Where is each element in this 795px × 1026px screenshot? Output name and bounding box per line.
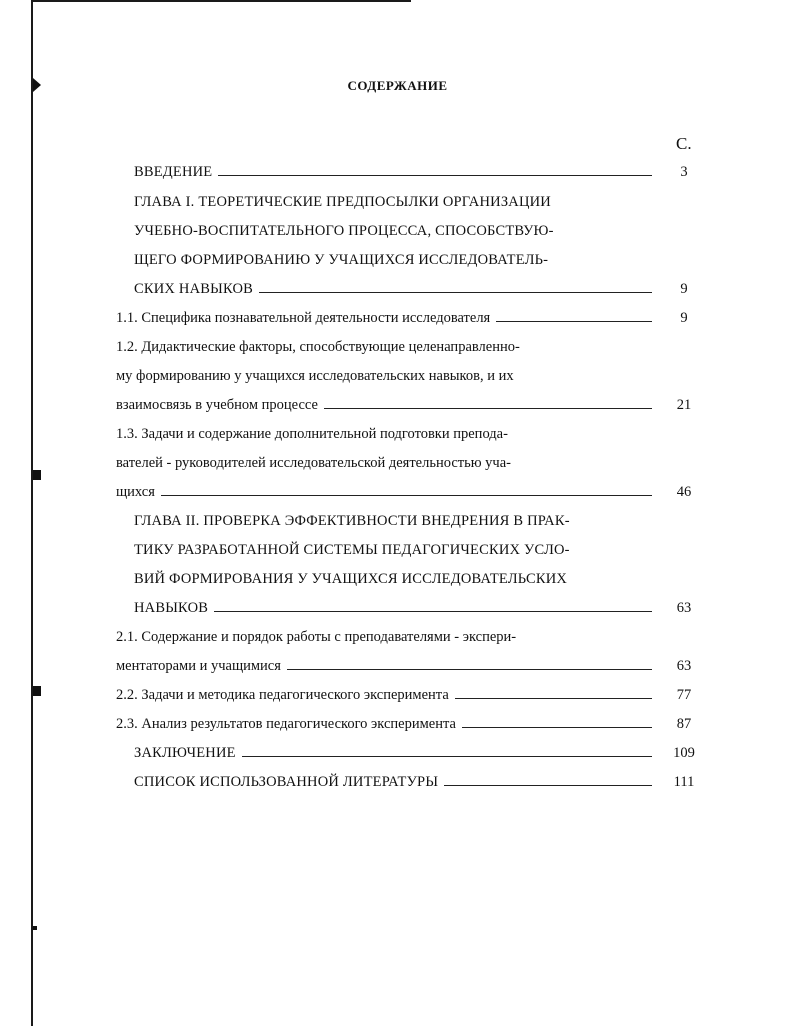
page-title: СОДЕРЖАНИЕ bbox=[347, 78, 448, 93]
leader-line bbox=[287, 669, 652, 670]
toc-entry-2-1[interactable] bbox=[116, 623, 658, 681]
toc-page-number: 111 bbox=[673, 774, 695, 790]
toc-entry-text: УЧЕБНО-ВОСПИТАТЕЛЬНОГО ПРОЦЕССА, СПОСОБСТВУЮ- bbox=[134, 223, 554, 239]
toc-entry-text: ГЛАВА II. ПРОВЕРКА ЭФФЕКТИВНОСТИ ВНЕДРЕНИЯ В ПРАК- bbox=[134, 513, 570, 529]
toc-entry-conclusion[interactable] bbox=[134, 739, 658, 768]
toc-entry-text: НАВЫКОВ bbox=[134, 600, 209, 616]
toc-entry-text: вателей - руководителей исследовательской деятельностью уча- bbox=[116, 455, 511, 471]
leader-line bbox=[214, 611, 652, 612]
toc-entry-text: ГЛАВА I. ТЕОРЕТИЧЕСКИЕ ПРЕДПОСЫЛКИ ОРГАНИЗАЦИИ bbox=[134, 194, 551, 210]
toc-entry-text: СКИХ НАВЫКОВ bbox=[134, 281, 254, 297]
scan-artifact bbox=[33, 926, 37, 930]
toc-entry-text: ВИЙ ФОРМИРОВАНИЯ У УЧАЩИХСЯ ИССЛЕДОВАТЕЛЬСКИХ bbox=[134, 571, 568, 587]
leader-line bbox=[496, 321, 652, 322]
scan-artifact bbox=[33, 470, 41, 480]
toc-page-number: 46 bbox=[676, 484, 692, 500]
leader-line bbox=[259, 292, 652, 293]
toc-entry-text: 2.2. Задачи и методика педагогического эксперимента bbox=[116, 687, 449, 703]
toc-entry-text: 2.1. Содержание и порядок работы с преподавателями - экспери- bbox=[116, 629, 517, 645]
toc-page-number: 9 bbox=[680, 310, 688, 326]
page-column-label: С. bbox=[676, 134, 692, 153]
toc-entry-1-1[interactable] bbox=[116, 304, 658, 333]
scan-edge-left bbox=[31, 0, 33, 1026]
toc-entry-introduction[interactable] bbox=[134, 158, 658, 187]
leader-line bbox=[218, 175, 652, 176]
leader-line bbox=[324, 408, 652, 409]
leader-line bbox=[161, 495, 652, 496]
toc-page-number: 21 bbox=[676, 397, 692, 413]
toc-entry-text: ВВЕДЕНИЕ bbox=[134, 164, 213, 180]
toc-entry-text: 1.3. Задачи и содержание дополнительной подготовки препода- bbox=[116, 426, 508, 442]
toc-entry-text: СПИСОК ИСПОЛЬЗОВАННОЙ ЛИТЕРАТУРЫ bbox=[134, 774, 439, 790]
toc-page-number: 109 bbox=[673, 745, 695, 761]
toc-page-number: 9 bbox=[680, 281, 688, 297]
leader-line bbox=[462, 727, 652, 728]
toc-entry-text: ТИКУ РАЗРАБОТАННОЙ СИСТЕМЫ ПЕДАГОГИЧЕСКИХ УСЛО- bbox=[134, 542, 570, 558]
toc-entry-text: ментаторами и учащимися bbox=[116, 658, 281, 674]
toc-page-number: 63 bbox=[676, 600, 692, 616]
leader-line bbox=[242, 756, 652, 757]
toc-entry-text: 1.2. Дидактические факторы, способствующие целенаправленно- bbox=[116, 339, 520, 355]
toc-entry-text: щихся bbox=[116, 484, 155, 500]
toc-entry-2-2[interactable] bbox=[116, 681, 658, 710]
toc-entry-text: 2.3. Анализ результатов педагогического эксперимента bbox=[116, 716, 456, 732]
toc-entry-text: му формированию у учащихся исследовательских навыков, и их bbox=[116, 368, 514, 384]
toc-entry-1-2[interactable] bbox=[116, 333, 658, 420]
toc-page-number: 87 bbox=[676, 716, 692, 732]
toc-entry-2-3[interactable] bbox=[116, 710, 658, 739]
toc-entry-text: взаимосвязь в учебном процессе bbox=[116, 397, 318, 413]
leader-line bbox=[455, 698, 652, 699]
leader-line bbox=[444, 785, 652, 786]
toc-entry-references[interactable] bbox=[134, 768, 658, 797]
toc-page-number: 3 bbox=[680, 164, 688, 180]
scan-artifact bbox=[33, 686, 41, 696]
toc-entry-chapter-1[interactable] bbox=[134, 188, 658, 304]
toc-entry-text: ЗАКЛЮЧЕНИЕ bbox=[134, 745, 236, 761]
toc-entry-chapter-2[interactable] bbox=[134, 507, 658, 623]
scan-edge-top bbox=[31, 0, 411, 2]
toc-entry-text: 1.1. Специфика познавательной деятельности исследователя bbox=[116, 310, 491, 326]
toc-entry-text: ЩЕГО ФОРМИРОВАНИЮ У УЧАЩИХСЯ ИССЛЕДОВАТЕЛЬ- bbox=[134, 252, 549, 268]
toc-entry-1-3[interactable] bbox=[116, 420, 658, 507]
toc-page-number: 63 bbox=[676, 658, 692, 674]
toc-page-number: 77 bbox=[676, 687, 692, 703]
